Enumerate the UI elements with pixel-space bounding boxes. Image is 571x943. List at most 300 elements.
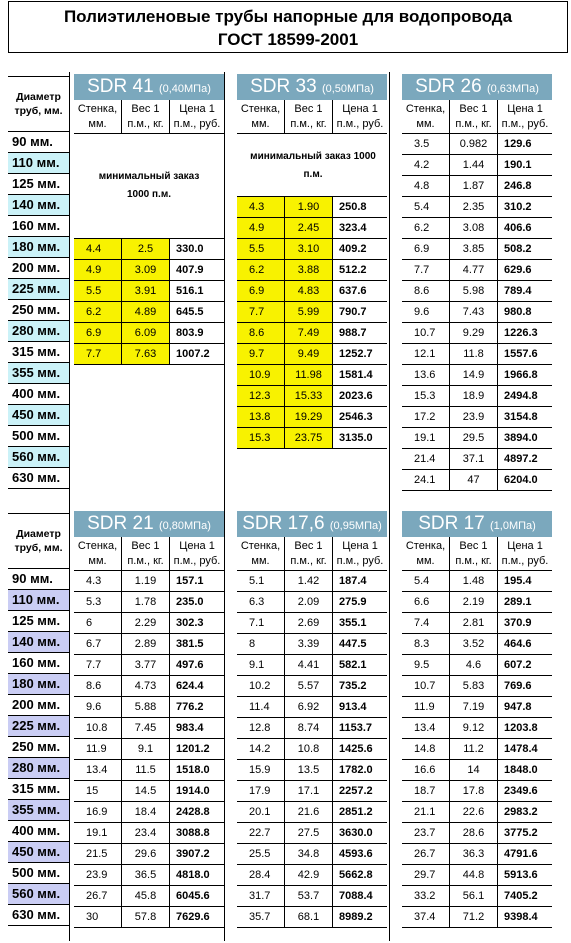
wall-cell: 6.9 (237, 281, 285, 301)
weight-cell: 28.6 (450, 823, 498, 843)
diameter-cell: 200 мм. (8, 695, 69, 716)
column-header-price (333, 100, 387, 133)
weight-cell: 27.5 (285, 823, 333, 843)
weight-cell: 2.09 (285, 592, 333, 612)
weight-cell: 4.77 (450, 260, 498, 280)
price-cell: 2983.2 (504, 806, 538, 818)
table-row (402, 407, 552, 428)
column-header-line: п.м., кг. (127, 555, 164, 567)
price-cell: 497.6 (176, 659, 204, 671)
diameter-cell: 180 мм. (8, 674, 69, 695)
column-header-line: п.м., кг. (290, 555, 327, 567)
price-cell: 235.0 (176, 596, 204, 608)
column-header-line: п.м., кг. (127, 118, 164, 130)
weight-cell: 2.81 (450, 613, 498, 633)
table-row (402, 718, 552, 739)
table-row (402, 281, 552, 302)
diameter-cell: 110 мм. (8, 153, 69, 174)
wall-cell: 6.7 (74, 634, 122, 654)
weight-cell: 11.98 (285, 365, 333, 385)
weight-cell: 10.8 (285, 739, 333, 759)
table-row (74, 739, 224, 760)
price-cell: 381.5 (176, 638, 204, 650)
table-row (237, 739, 387, 760)
table-row (402, 365, 552, 386)
weight-cell: 1.44 (450, 155, 498, 175)
price-cell: 1201.2 (176, 743, 210, 755)
wall-cell: 9.5 (402, 655, 450, 675)
weight-cell: 18.9 (450, 386, 498, 406)
table-row (402, 386, 552, 407)
column-header-line: мм. (88, 118, 107, 130)
wall-cell: 6.2 (74, 302, 122, 322)
weight-cell: 4.41 (285, 655, 333, 675)
table-row (237, 197, 387, 218)
sdr-pressure: (0,63МПа) (486, 83, 539, 95)
column-header-line: мм. (251, 118, 270, 130)
table-row (237, 571, 387, 592)
diameter-cell: 560 мм. (8, 884, 69, 905)
table-row (402, 676, 552, 697)
weight-cell: 42.9 (285, 865, 333, 885)
table-row (237, 781, 387, 802)
title-line-2: ГОСТ 18599-2001 (217, 30, 359, 49)
table-row (402, 907, 552, 928)
table-row (74, 907, 224, 928)
sdr-header (402, 511, 552, 537)
weight-cell: 6.09 (122, 323, 170, 343)
table-row (402, 697, 552, 718)
price-cell: 447.5 (339, 638, 367, 650)
weight-cell: 37.1 (450, 449, 498, 469)
price-cell: 983.4 (176, 722, 204, 734)
table-row (237, 323, 387, 344)
table-row (237, 281, 387, 302)
column-header-line: Цена 1 (179, 540, 215, 552)
diameter-cell: 160 мм. (8, 653, 69, 674)
table-row (237, 344, 387, 365)
price-cell: 1252.7 (333, 344, 387, 364)
wall-cell: 30 (74, 907, 122, 927)
wall-cell: 5.5 (74, 281, 122, 301)
table-row (74, 865, 224, 886)
column-header-line: мм. (251, 555, 270, 567)
price-cell: 3088.8 (176, 827, 210, 839)
table-row (237, 592, 387, 613)
wall-cell: 23.7 (402, 823, 450, 843)
column-header-line: Стенка, (405, 103, 446, 115)
weight-cell: 29.6 (122, 844, 170, 864)
weight-cell: 2.19 (450, 592, 498, 612)
wall-cell: 18.7 (402, 781, 450, 801)
weight-cell: 1.42 (285, 571, 333, 591)
weight-cell: 11.5 (122, 760, 170, 780)
diameter-cell: 180 мм. (8, 237, 69, 258)
table-row (237, 697, 387, 718)
weight-cell: 2.69 (285, 613, 333, 633)
weight-cell: 3.88 (285, 260, 333, 280)
wall-cell: 13.6 (402, 365, 450, 385)
sdr-pressure: (0,80МПа) (158, 520, 211, 532)
sdr-name: SDR 41 (87, 76, 154, 97)
column-header-line: Стенка, (405, 540, 446, 552)
price-cell: 3894.0 (504, 432, 538, 444)
weight-cell: 1.90 (285, 197, 333, 217)
wall-cell: 14.2 (237, 739, 285, 759)
table-row (237, 365, 387, 386)
table-row (402, 218, 552, 239)
wall-cell: 7.7 (237, 302, 285, 322)
grid-line (224, 72, 225, 941)
price-cell: 637.6 (333, 281, 387, 301)
diameter-cell: 400 мм. (8, 384, 69, 405)
price-cell: 1581.4 (333, 365, 387, 385)
table-row (402, 592, 552, 613)
column-headers (402, 537, 552, 571)
table-row (402, 197, 552, 218)
min-order-line: минимальный заказ 1000 (250, 151, 376, 162)
wall-cell: 11.4 (237, 697, 285, 717)
price-cell: 629.6 (504, 264, 532, 276)
column-header-weight (122, 537, 170, 570)
price-cell: 302.3 (176, 617, 204, 629)
table-row (402, 886, 552, 907)
weight-cell: 3.09 (122, 260, 170, 280)
diameter-header-line: Диаметр (16, 91, 61, 103)
price-cell: 2349.6 (504, 785, 538, 797)
wall-cell: 9.7 (237, 344, 285, 364)
wall-cell: 5.3 (74, 592, 122, 612)
table-row (402, 802, 552, 823)
diameter-cell: 630 мм. (8, 468, 69, 489)
weight-cell: 2.45 (285, 218, 333, 238)
table-row (402, 302, 552, 323)
price-cell: 913.4 (339, 701, 367, 713)
min-order-note-sdr41 (74, 134, 224, 238)
wall-cell: 19.1 (74, 823, 122, 843)
price-cell: 250.8 (333, 197, 387, 217)
price-cell: 406.6 (504, 222, 532, 234)
column-header-wall (402, 100, 450, 133)
price-cell: 2851.2 (339, 806, 373, 818)
table-row (237, 260, 387, 281)
sdr-block-sdr17_6 (237, 511, 387, 928)
column-headers (237, 537, 387, 571)
sdr-pressure: (0,40МПа) (158, 83, 211, 95)
column-header-line: Стенка, (77, 540, 118, 552)
diameter-cell: 355 мм. (8, 800, 69, 821)
column-header-weight (285, 100, 333, 133)
price-cell: 4791.6 (504, 848, 538, 860)
wall-cell: 7.7 (74, 344, 122, 364)
diameter-cell: 500 мм. (8, 863, 69, 884)
sdr-pressure: (0,95МПа) (329, 520, 382, 532)
sdr-name: SDR 17,6 (242, 513, 325, 534)
weight-cell: 18.4 (122, 802, 170, 822)
wall-cell: 22.7 (237, 823, 285, 843)
price-cell: 5913.6 (504, 869, 538, 881)
table-row (74, 781, 224, 802)
column-header-line: Вес 1 (459, 540, 488, 552)
table-row (402, 470, 552, 491)
price-cell: 7405.2 (504, 890, 538, 902)
weight-cell: 23.9 (450, 407, 498, 427)
price-cell: 6204.0 (504, 474, 538, 486)
price-cell: 323.4 (333, 218, 387, 238)
price-cell: 370.9 (504, 617, 532, 629)
table-row (74, 302, 224, 323)
table-row (74, 718, 224, 739)
column-header-weight (450, 100, 498, 133)
price-cell: 2257.2 (339, 785, 373, 797)
wall-cell: 11.9 (74, 739, 122, 759)
weight-cell: 71.2 (450, 907, 498, 927)
price-cell: 2428.8 (176, 806, 210, 818)
wall-cell: 12.3 (237, 386, 285, 406)
weight-cell: 17.8 (450, 781, 498, 801)
table-row (402, 613, 552, 634)
wall-cell: 13.4 (402, 718, 450, 738)
diameter-cell: 140 мм. (8, 632, 69, 653)
price-cell: 947.8 (504, 701, 532, 713)
weight-cell: 3.52 (450, 634, 498, 654)
table-row (74, 802, 224, 823)
table-row (237, 218, 387, 239)
column-header-wall (74, 100, 122, 133)
price-cell: 289.1 (504, 596, 532, 608)
wall-cell: 4.8 (402, 176, 450, 196)
table-row (237, 386, 387, 407)
weight-cell: 5.98 (450, 281, 498, 301)
wall-cell: 23.9 (74, 865, 122, 885)
weight-cell: 3.91 (122, 281, 170, 301)
weight-cell: 2.89 (122, 634, 170, 654)
price-cell: 2023.6 (333, 386, 387, 406)
wall-cell: 6.2 (402, 218, 450, 238)
price-cell: 7629.6 (176, 911, 210, 923)
weight-cell: 2.35 (450, 197, 498, 217)
wall-cell: 21.4 (402, 449, 450, 469)
price-cell: 246.8 (504, 180, 532, 192)
weight-cell: 23.75 (285, 428, 333, 448)
table-row (237, 428, 387, 449)
sdr-header (237, 511, 387, 537)
wall-cell: 33.2 (402, 886, 450, 906)
table-row (402, 260, 552, 281)
price-cell: 3630.0 (339, 827, 373, 839)
min-order-line: минимальный заказ (98, 171, 200, 182)
weight-cell: 68.1 (285, 907, 333, 927)
price-cell: 508.2 (504, 243, 532, 255)
column-headers (74, 100, 224, 134)
column-headers (402, 100, 552, 134)
weight-cell: 7.19 (450, 697, 498, 717)
table-row (237, 802, 387, 823)
price-cell: 1966.8 (504, 369, 538, 381)
sdr-block-sdr17 (402, 511, 552, 928)
column-header-line: Стенка, (240, 103, 281, 115)
diameter-cell: 140 мм. (8, 195, 69, 216)
table-row (402, 634, 552, 655)
weight-cell: 1.87 (450, 176, 498, 196)
table-row (74, 844, 224, 865)
table-row (74, 823, 224, 844)
column-header-line: п.м., руб. (501, 555, 549, 567)
table-row (237, 886, 387, 907)
price-cell: 1848.0 (504, 764, 538, 776)
table-row (237, 718, 387, 739)
column-header-line: п.м., руб. (336, 555, 384, 567)
column-header-line: Стенка, (240, 540, 281, 552)
weight-cell: 44.8 (450, 865, 498, 885)
price-cell: 582.1 (339, 659, 367, 671)
table-row (402, 344, 552, 365)
weight-cell: 5.88 (122, 697, 170, 717)
wall-cell: 21.5 (74, 844, 122, 864)
wall-cell: 6 (74, 613, 122, 633)
sdr-header (402, 74, 552, 100)
price-cell: 1914.0 (176, 785, 210, 797)
table-row (74, 323, 224, 344)
table-row (237, 302, 387, 323)
price-cell: 407.9 (170, 260, 224, 280)
wall-cell: 16.9 (74, 802, 122, 822)
wall-cell: 6.3 (237, 592, 285, 612)
weight-cell: 3.08 (450, 218, 498, 238)
weight-cell: 9.12 (450, 718, 498, 738)
table-row (402, 655, 552, 676)
wall-cell: 25.5 (237, 844, 285, 864)
table-row (74, 239, 224, 260)
table-row (237, 655, 387, 676)
price-cell: 355.1 (339, 617, 367, 629)
weight-cell: 19.29 (285, 407, 333, 427)
wall-cell: 10.9 (237, 365, 285, 385)
column-header-line: мм. (88, 555, 107, 567)
table-row (74, 886, 224, 907)
weight-cell: 3.77 (122, 655, 170, 675)
diameter-header-line: труб, мм. (14, 105, 63, 117)
wall-cell: 35.7 (237, 907, 285, 927)
column-header-line: Цена 1 (507, 540, 543, 552)
table-row (237, 676, 387, 697)
weight-cell: 14.5 (122, 781, 170, 801)
min-order-note-sdr33 (237, 134, 389, 196)
column-header-price (498, 100, 552, 133)
diameter-header-line: Диаметр (16, 528, 61, 540)
wall-cell: 10.7 (402, 323, 450, 343)
table-row (237, 865, 387, 886)
diameter-cell: 225 мм. (8, 716, 69, 737)
min-order-line: 1000 п.м. (126, 189, 172, 200)
weight-cell: 2.29 (122, 613, 170, 633)
table-row (74, 592, 224, 613)
price-cell: 3135.0 (333, 428, 387, 448)
sdr-name: SDR 26 (415, 76, 482, 97)
sdr-block-sdr26 (402, 74, 552, 491)
wall-cell: 7.1 (237, 613, 285, 633)
column-header-price (333, 537, 387, 570)
price-cell: 2546.3 (333, 407, 387, 427)
price-cell: 988.7 (333, 323, 387, 343)
price-cell: 8989.2 (339, 911, 373, 923)
price-cell: 6045.6 (176, 890, 210, 902)
wall-cell: 5.5 (237, 239, 285, 259)
weight-cell: 4.73 (122, 676, 170, 696)
column-headers (237, 100, 387, 134)
column-header-line: мм. (416, 555, 435, 567)
table-row (402, 781, 552, 802)
weight-cell: 7.49 (285, 323, 333, 343)
weight-cell: 53.7 (285, 886, 333, 906)
column-header-line: мм. (416, 118, 435, 130)
price-cell: 735.2 (339, 680, 367, 692)
weight-cell: 9.1 (122, 739, 170, 759)
diameter-cell: 500 мм. (8, 426, 69, 447)
sdr-pressure: (1,0МПа) (490, 520, 536, 532)
sdr-header (74, 511, 224, 537)
diameter-column (8, 513, 69, 926)
diameter-cell: 560 мм. (8, 447, 69, 468)
diameter-cell: 125 мм. (8, 611, 69, 632)
wall-cell: 15 (74, 781, 122, 801)
table-row (402, 176, 552, 197)
weight-cell: 36.5 (122, 865, 170, 885)
weight-cell: 29.5 (450, 428, 498, 448)
wall-cell: 8.6 (402, 281, 450, 301)
wall-cell: 8.6 (74, 676, 122, 696)
price-cell: 645.5 (170, 302, 224, 322)
price-cell: 464.6 (504, 638, 532, 650)
table-row (74, 676, 224, 697)
wall-cell: 4.9 (237, 218, 285, 238)
price-cell: 4818.0 (176, 869, 210, 881)
column-header-line: п.м., руб. (173, 555, 221, 567)
weight-cell: 4.6 (450, 655, 498, 675)
column-header-line: Цена 1 (342, 103, 378, 115)
wall-cell: 24.1 (402, 470, 450, 490)
sdr-block-sdr21 (74, 511, 224, 928)
table-row (237, 407, 387, 428)
price-cell: 789.4 (504, 285, 532, 297)
diameter-cell: 200 мм. (8, 258, 69, 279)
table-row (237, 907, 387, 928)
min-order-line: п.м. (303, 169, 323, 180)
wall-cell: 17.9 (237, 781, 285, 801)
weight-cell: 6.92 (285, 697, 333, 717)
weight-cell: 3.85 (450, 239, 498, 259)
column-header-weight (450, 537, 498, 570)
price-cell: 3907.2 (176, 848, 210, 860)
price-cell: 310.2 (504, 201, 532, 213)
price-cell: 1782.0 (339, 764, 373, 776)
column-header-line: Вес 1 (459, 103, 488, 115)
table-row (402, 134, 552, 155)
diameter-cell: 355 мм. (8, 363, 69, 384)
table-row (237, 634, 387, 655)
price-cell: 1153.7 (339, 722, 373, 734)
column-header-weight (122, 100, 170, 133)
table-row (402, 865, 552, 886)
weight-cell: 9.49 (285, 344, 333, 364)
sdr-name: SDR 17 (418, 513, 485, 534)
weight-cell: 4.83 (285, 281, 333, 301)
price-cell: 512.2 (333, 260, 387, 280)
grid-line (389, 72, 390, 941)
weight-cell: 14 (450, 760, 498, 780)
diameter-cell: 250 мм. (8, 737, 69, 758)
column-header-price (170, 537, 224, 570)
